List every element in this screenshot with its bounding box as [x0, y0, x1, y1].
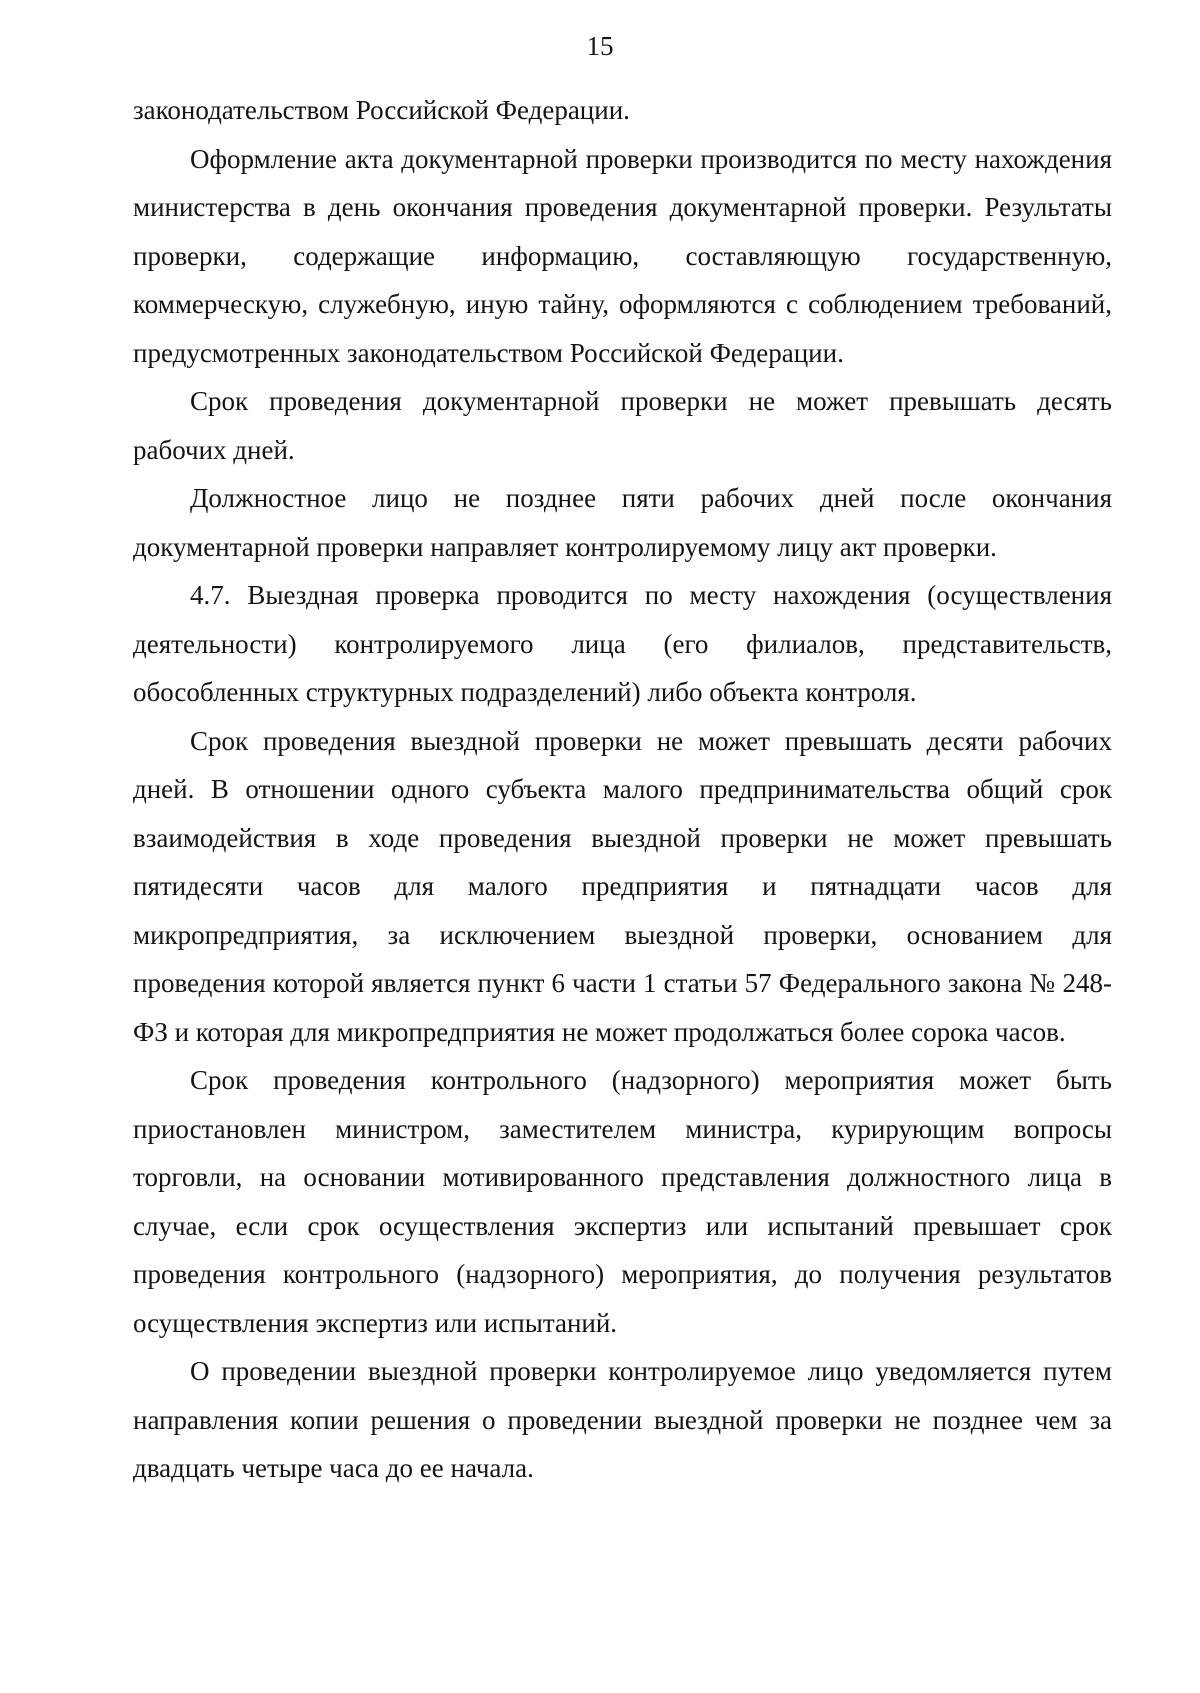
paragraph-notification: О проведении выездной проверки контролируемое лицо уведомляется путем направления копии решения о проведении выездной проверки не позднее чем за двадцать четыре часа до ее начала. [133, 1356, 1112, 1483]
paragraph-act-delivery: Должностное лицо не позднее пяти рабочих дней после окончания документарной проверки направляет контролируемому лицу акт проверки. [133, 483, 1112, 562]
page-number: 15 [586, 31, 614, 61]
paragraph-documentary-check-term: Срок проведения документарной проверки не может превышать десять рабочих дней. [133, 386, 1112, 465]
paragraph-field-check-place: 4.7. Выездная проверка проводится по месту нахождения (осуществления деятельности) контролируемого лица (его филиалов, представительств, обособленных структурных подразделений) либо объекта контроля. [133, 580, 1112, 707]
paragraph-field-check-term: Срок проведения выездной проверки не может превышать десяти рабочих дней. В отношении одного субъекта малого предпринимательства общий срок взаимодействия в ходе проведения выездной проверки не может превышать пятидесяти часов для малого предприятия и пятнадцати часов для микропредприятия, за исключением выездной проверки, основанием для проведения которой является пункт 6 части 1 статьи 57 Федерального закона № 248-ФЗ и которая для микропредприятия не может продолжаться более сорока часов. [133, 725, 1112, 1047]
paragraph-suspension: Срок проведения контрольного (надзорного) мероприятия может быть приостановлен министром, заместителем министра, курирующим вопросы торговли, на основании мотивированного представления должностного лица в случае, если срок осуществления экспертиз или испытаний превышает срок проведения контрольного (надзорного) мероприятия, до получения результатов осуществления экспертиз или испытаний. [133, 1065, 1112, 1338]
paragraph-continuation: законодательством Российской Федерации. [133, 95, 630, 125]
document-body [133, 86, 1112, 1493]
paragraph-act-registration: Оформление акта документарной проверки производится по месту нахождения министерства в день окончания проведения документарной проверки. Результаты проверки, содержащие информацию, составляющую государственную, коммерческую, служебную, иную тайну, оформляются с соблюдением требований, предусмотренных законодательством Российской Федерации. [133, 143, 1112, 368]
